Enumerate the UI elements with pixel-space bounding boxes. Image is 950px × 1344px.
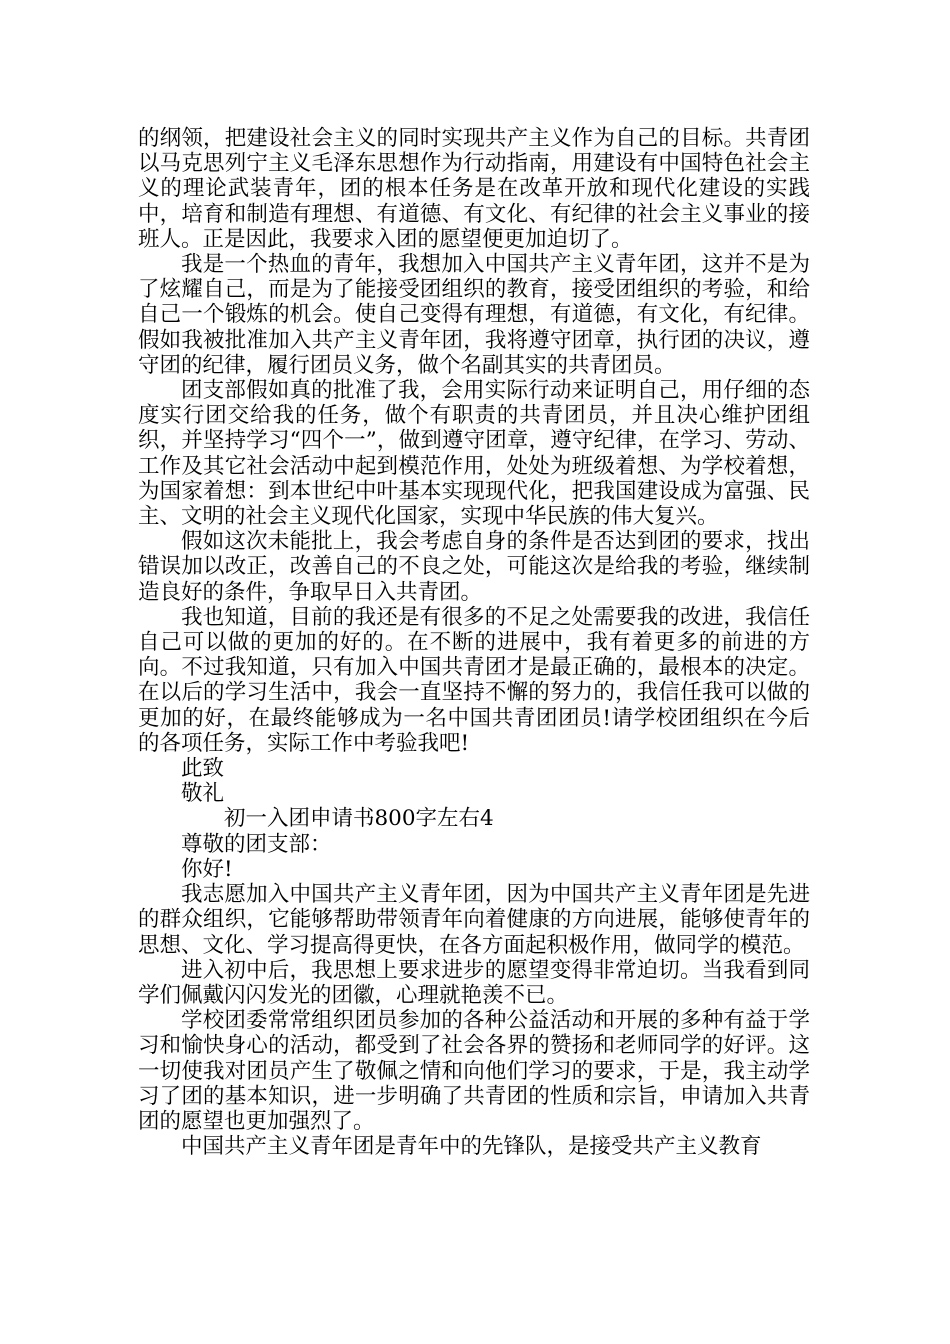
paragraph: 的纲领，把建设社会主义的同时实现共产主义作为自己的目标。共青团以马克思列宁主义毛泽东思想作为行动指南，用建设有中国特色社会主义的理论武装青年，团的根本任务是在改革开放和现代化建设的实践中，培育和制造有理想、有道德、有文化、有纪律的社会主义事业的接班人。正是因此，我要求入团的愿望便更加迫切了。 — [138, 126, 810, 252]
paragraph: 中国共产主义青年团是青年中的先锋队，是接受共产主义教育 — [181, 1134, 762, 1160]
section-title: 初一入团申请书800字左右4 — [224, 806, 494, 832]
paragraph: 团支部假如真的批准了我，会用实际行动来证明自己，用仔细的态度实行团交给我的任务，做个有职责的共青团员，并且决心维护团组织，并坚持学习“四个一”，做到遵守团章，遵守纪律，在学习、劳动、工作及其它社会活动中起到模范作用，处处为班级着想、为学校着想，为国家着想：到本世纪中叶基本实现现代化，把我国建设成为富强、民主、文明的社会主义现代化国家，实现中华民族的伟大复兴。 — [138, 378, 810, 530]
closing-regards: 敬礼 — [181, 781, 225, 807]
paragraph: 我志愿加入中国共产主义青年团，因为中国共产主义青年团是先进的群众组织，它能够帮助带领青年向着健康的方向进展，能够使青年的思想、文化、学习提高得更快，在各方面起积极作用，做同学的模范。 — [138, 882, 810, 958]
closing-salutation: 此致 — [181, 756, 225, 782]
greeting-addressee: 尊敬的团支部： — [181, 831, 332, 857]
paragraph: 我是一个热血的青年，我想加入中国共产主义青年团，这并不是为了炫耀自己，而是为了能接受团组织的教育，接受团组织的考验，和给自己一个锻炼的机会。使自己变得有理想，有道德，有文化，有纪律。假如我被批准加入共产主义青年团，我将遵守团章，执行团的决议，遵守团的纪律，履行团员义务，做个名副其实的共青团员。 — [138, 252, 810, 378]
paragraph: 我也知道，目前的我还是有很多的不足之处需要我的改进，我信任自己可以做的更加的好的。在不断的进展中，我有着更多的前进的方向。不过我知道，只有加入中国共青团才是最正确的，最根本的决定。在以后的学习生活中，我会一直坚持不懈的努力的，我信任我可以做的更加的好，在最终能够成为一名中国共青团团员!请学校团组织在今后的各项任务，实际工作中考验我吧! — [138, 604, 810, 756]
paragraph: 进入初中后，我思想上要求进步的愿望变得非常迫切。当我看到同学们佩戴闪闪发光的团徽，心理就艳羡不已。 — [138, 957, 810, 1008]
paragraph: 学校团委常常组织团员参加的各种公益活动和开展的多种有益于学习和愉快身心的活动，都受到了社会各界的赞扬和老师同学的好评。这一切使我对团员产生了敬佩之情和向他们学习的要求，于是，我主动学习了团的基本知识，进一步明确了共青团的性质和宗旨，申请加入共青团的愿望也更加强烈了。 — [138, 1008, 810, 1134]
document-body — [138, 126, 810, 1159]
paragraph: 假如这次未能批上，我会考虑自身的条件是否达到团的要求，找出错误加以改正，改善自己的不良之处，可能这次是给我的考验，继续制造良好的条件，争取早日入共青团。 — [138, 529, 810, 605]
greeting-hello: 你好! — [181, 856, 233, 882]
